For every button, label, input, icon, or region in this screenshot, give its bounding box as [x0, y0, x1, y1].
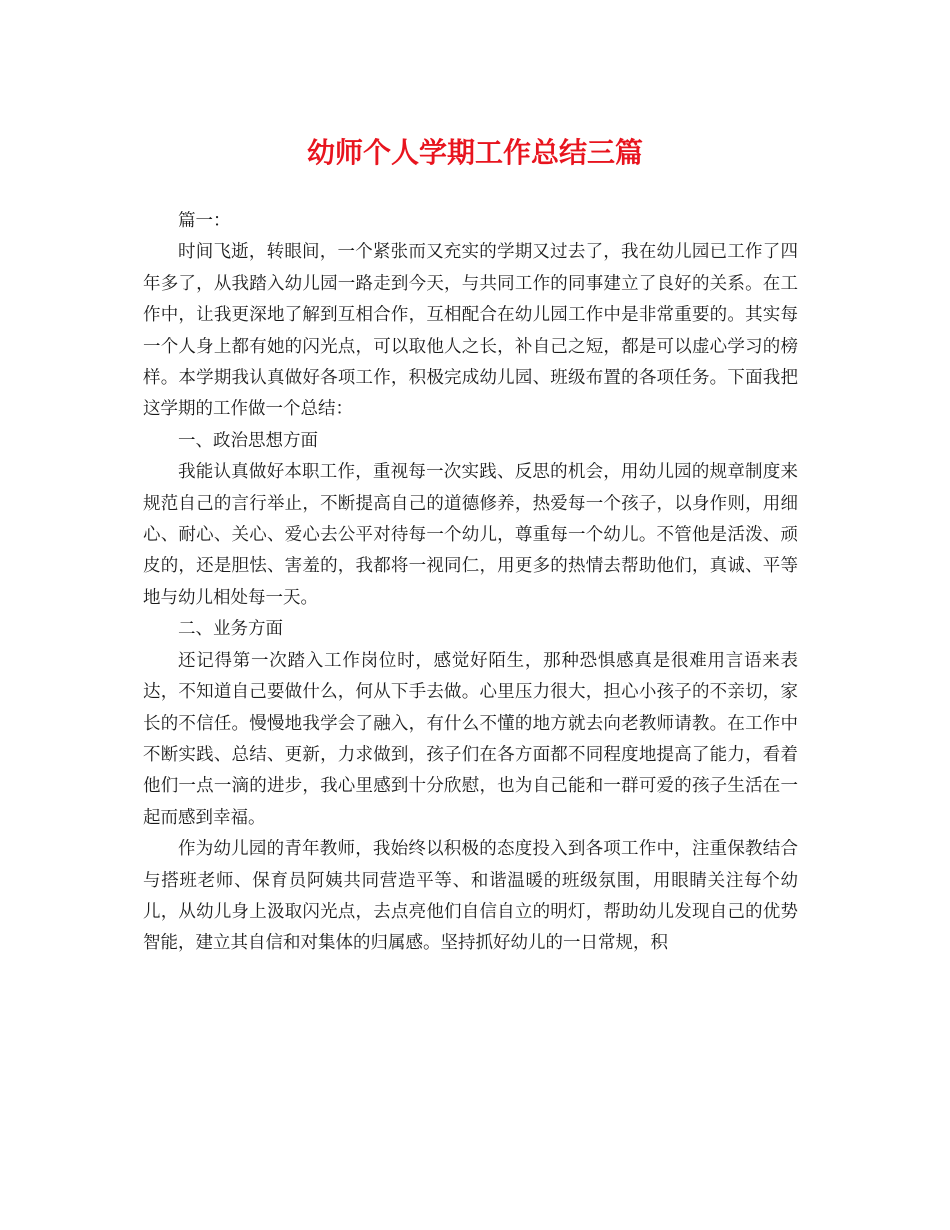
- body-paragraph-political: 我能认真做好本职工作，重视每一次实践、反思的机会，用幼儿园的规章制度来规范自己的言行举止，不断提高自己的道德修养，热爱每一个孩子，以身作则，用细心、耐心、关心、爱心去公平对待每一个幼儿，尊重每一个幼儿。不管他是活泼、顽皮的，还是胆怯、害羞的，我都将一视同仁，用更多的热情去帮助他们，真诚、平等地与幼儿相处每一天。: [143, 462, 798, 608]
- section-heading-business: 二、业务方面: [178, 619, 283, 640]
- document-body: [143, 206, 798, 960]
- section-label-part-one: 篇一：: [178, 211, 231, 231]
- body-paragraph-business-1: 还记得第一次踏入工作岗位时，感觉好陌生，那种恐惧感真是很难用言语来表达，不知道自己要做什么，何从下手去做。心里压力很大，担心小孩子的不亲切，家长的不信任。慢慢地我学会了融入，有什么不懂的地方就去向老教师请教。在工作中不断实践、总结、更新，力求做到，孩子们在各方面都不同程度地提高了能力，看着他们一点一滴的进步，我心里感到十分欣慰，也为自己能和一群可爱的孩子生活在一起而感到幸福。: [143, 650, 798, 828]
- document-title: 幼师个人学期工作总结三篇: [306, 136, 643, 169]
- body-paragraph-intro: 时间飞逝，转眼间，一个紧张而又充实的学期又过去了，我在幼儿园已工作了四年多了，从我踏入幼儿园一路走到今天，与共同工作的同事建立了良好的关系。在工作中，让我更深地了解到互相合作，互相配合在幼儿园工作中是非常重要的。其实每一个人身上都有她的闪光点，可以取他人之长，补自己之短，都是可以虚心学习的榜样。本学期我认真做好各项工作，积极完成幼儿园、班级布置的各项任务。下面我把这学期的工作做一个总结：: [143, 242, 798, 420]
- section-heading-political: 一、政治思想方面: [178, 430, 318, 451]
- body-paragraph-business-2: 作为幼儿园的青年教师，我始终以积极的态度投入到各项工作中，注重保教结合与搭班老师、保育员阿姨共同营造平等、和谐温暖的班级氛围，用眼睛关注每个幼儿，从幼儿身上汲取闪光点，去点亮他们自信自立的明灯，帮助幼儿发现自己的优势智能，建立其自信和对集体的归属感。坚持抓好幼儿的一日常规，积: [143, 839, 798, 954]
